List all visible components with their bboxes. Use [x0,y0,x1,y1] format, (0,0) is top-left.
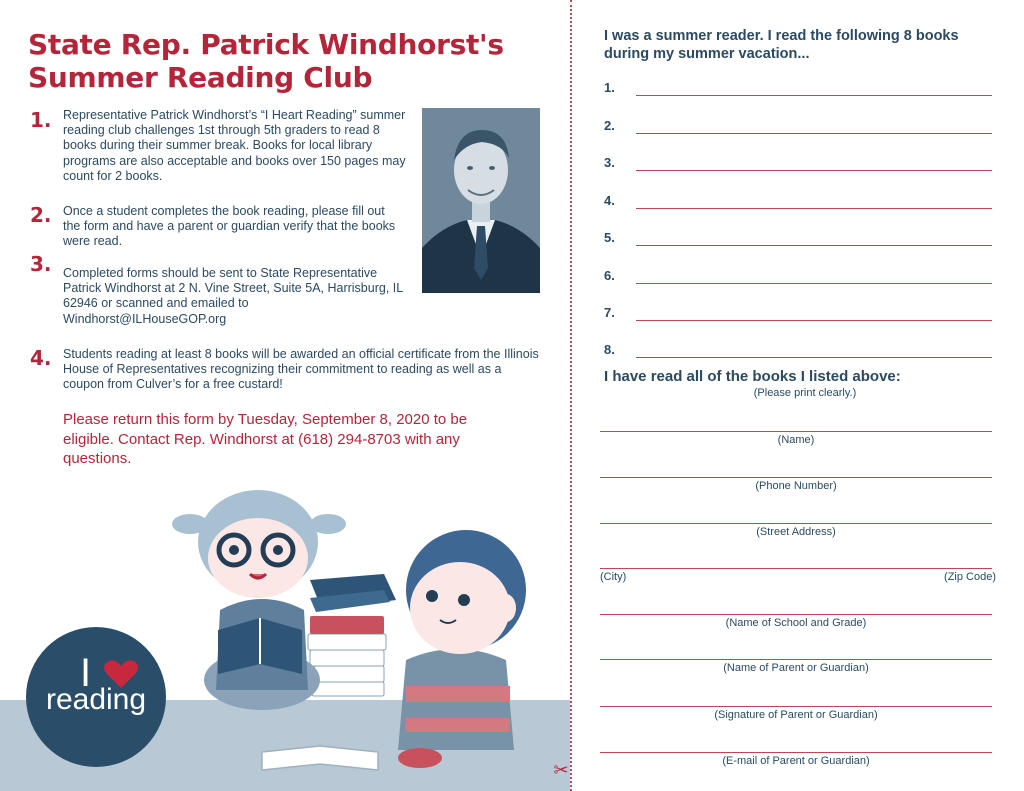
zip-label: (Zip Code) [944,571,996,583]
email-field[interactable] [600,752,992,753]
phone-label: (Phone Number) [755,480,837,492]
badge-word: reading [45,683,147,716]
book-entry[interactable] [604,155,992,175]
city-label: (City) [600,571,627,583]
school-label: (Name of School and Grade) [725,617,867,629]
book-number: 6. [604,268,615,283]
step-number-3: 3. [30,252,52,276]
children-reading-illustration [170,470,570,790]
book-entry[interactable] [604,230,992,250]
portrait-illustration [422,108,540,293]
step-number-4: 4. [30,346,52,370]
email-label: (E-mail of Parent or Guardian) [722,755,870,767]
book-line[interactable] [636,283,992,284]
school-field[interactable] [600,614,992,615]
confirm-heading: I have read all of the books I listed above: [604,368,901,385]
signature-label: (Signature of Parent or Guardian) [714,709,878,721]
parent-name-field[interactable] [600,659,992,660]
parent-name-label: (Name of Parent or Guardian) [723,662,869,674]
book-number: 2. [604,118,615,133]
step-text-3: Completed forms should be sent to State Representative Patrick Windhorst at 2 N. Vine Street, Suite 5A, Harrisburg, IL 62946 or scanned and emailed to Windhorst@ILHouseGOP.org [63,266,403,326]
book-line[interactable] [636,208,992,209]
book-line[interactable] [636,245,992,246]
i-heart-reading-badge [26,627,166,767]
page-title [28,28,558,94]
book-line[interactable] [636,357,992,358]
book-number: 8. [604,342,615,357]
print-note: (Please print clearly.) [753,387,857,399]
scissors-icon: ✂ [553,760,569,780]
book-number: 5. [604,230,615,245]
step-text-2: Once a student completes the book reading, please fill out the form and have a parent or guardian verify that the books were read. [63,204,396,249]
representative-photo [422,108,540,293]
book-entry[interactable] [604,305,992,325]
book-number: 1. [604,80,615,95]
name-label: (Name) [777,434,815,446]
book-entry[interactable] [604,268,992,288]
name-field[interactable] [600,431,992,432]
title-line-1: State Rep. Patrick Windhorst's [28,28,504,61]
step-text-4: Students reading at least 8 books will be awarded an official certificate from the Illinois House of Representatives recognizing their commitment to reading as well as a coupon from Culver’s for a free custard! [63,347,539,392]
book-line[interactable] [636,95,992,96]
reading-form [586,0,1024,791]
cut-line [570,0,572,791]
book-line[interactable] [636,170,992,171]
city-zip-field[interactable] [600,568,992,569]
book-line[interactable] [636,133,992,134]
book-entry[interactable] [604,118,992,138]
phone-field[interactable] [600,477,992,478]
street-field[interactable] [600,523,992,524]
book-line[interactable] [636,320,992,321]
book-entry[interactable] [604,342,992,362]
step-number-2: 2. [30,203,52,227]
book-number: 3. [604,155,615,170]
form-heading: I was a summer reader. I read the following 8 books during my summer vacation... [604,28,959,62]
title-line-2: Summer Reading Club [28,61,373,94]
return-notice: Please return this form by Tuesday, September 8, 2020 to be eligible. Contact Rep. Windhorst at (618) 294-8703 with any questions. [63,411,468,467]
street-label: (Street Address) [756,526,836,538]
step-number-1: 1. [30,108,52,132]
book-number: 7. [604,305,615,320]
signature-field[interactable] [600,706,992,707]
book-entry[interactable] [604,80,992,100]
book-number: 4. [604,193,615,208]
kids-illustration [170,470,570,790]
book-entry[interactable] [604,193,992,213]
badge-i: I [80,651,92,695]
step-text-1: Representative Patrick Windhorst’s “I Heart Reading” summer reading club challenges 1st through 5th graders to read 8 books during their summer break. Books for local library programs are also acceptable and books over 150 pages may count for 2 books. [63,108,406,183]
